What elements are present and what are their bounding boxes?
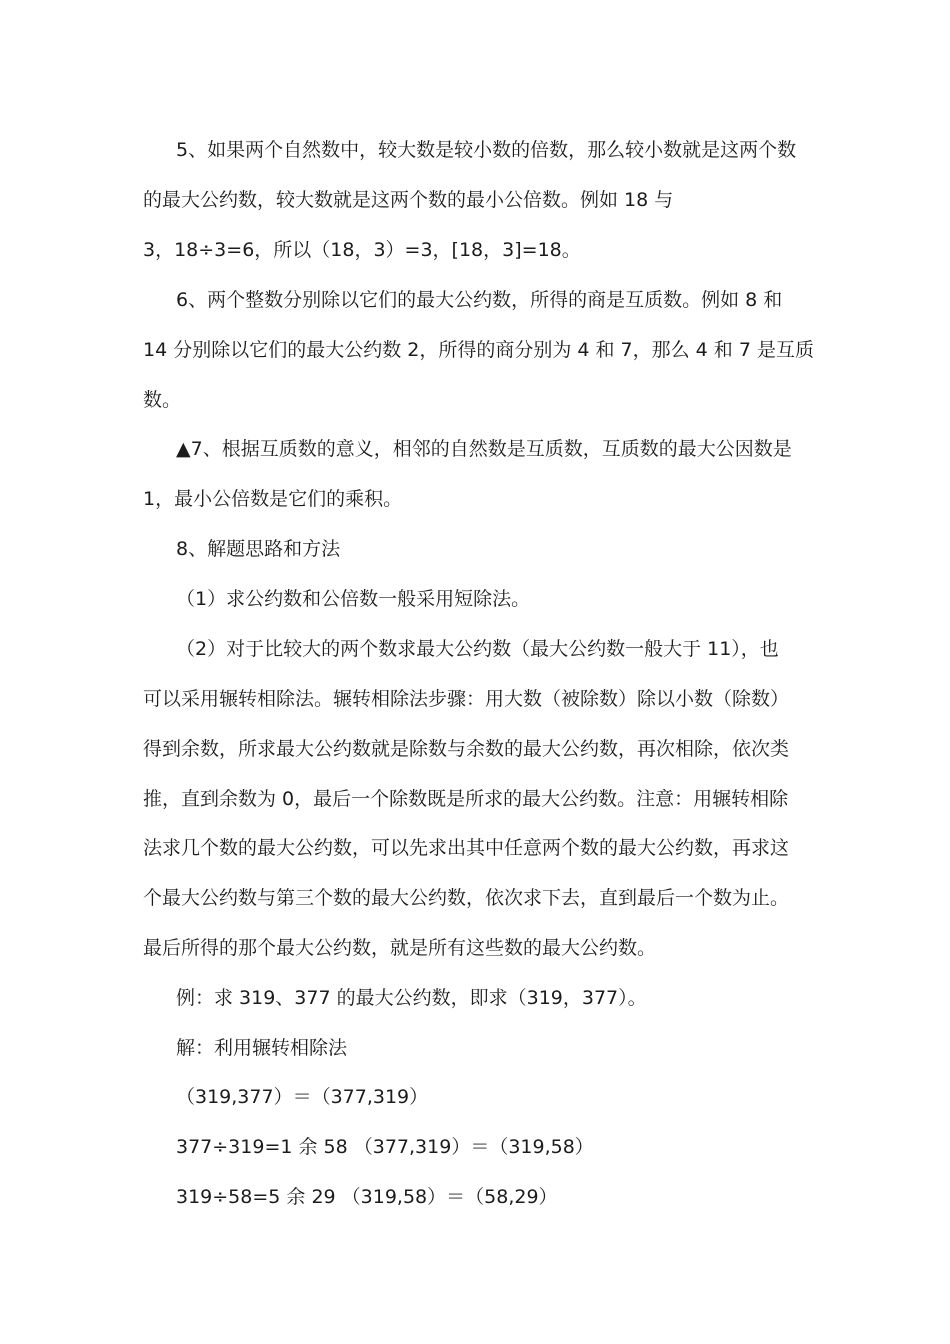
text-line: 得到余数，所求最大公约数就是除数与余数的最大公约数，再次相除，依次类 <box>143 738 790 760</box>
text-line: （2）对于比较大的两个数求最大公约数（最大公约数一般大于 11），也 <box>176 638 779 660</box>
text-line: 1，最小公倍数是它们的乘积。 <box>143 488 403 510</box>
text-line: 个最大公约数与第三个数的最大公约数，依次求下去，直到最后一个数为止。 <box>143 887 790 909</box>
text-line: 8、解题思路和方法 <box>176 538 341 560</box>
text-line: 14 分别除以它们的最大公约数 2，所得的商分别为 4 和 7，那么 4 和 7 是互质 <box>143 339 814 361</box>
text-line: 319÷58=5 余 29 （319,58）＝（58,29） <box>176 1186 558 1208</box>
text-line: 最后所得的那个最大公约数，就是所有这些数的最大公约数。 <box>143 937 657 959</box>
text-line: 5、如果两个自然数中，较大数是较小数的倍数，那么较小数就是这两个数 <box>176 139 797 161</box>
text-line: 可以采用辗转相除法。辗转相除法步骤：用大数（被除数）除以小数（除数） <box>143 688 790 710</box>
text-line: 377÷319=1 余 58 （377,319）＝（319,58） <box>176 1136 594 1158</box>
text-line: 解：利用辗转相除法 <box>176 1037 348 1059</box>
text-line: 6、两个整数分别除以它们的最大公约数，所得的商是互质数。例如 8 和 <box>176 289 783 311</box>
text-line: 的最大公约数，较大数就是这两个数的最小公倍数。例如 18 与 <box>143 189 674 211</box>
text-line: 数。 <box>143 389 182 411</box>
text-line: 例：求 319、377 的最大公约数，即求（319，377）。 <box>176 987 647 1009</box>
text-line: 推，直到余数为 0，最后一个除数既是所求的最大公约数。注意：用辗转相除 <box>143 788 789 810</box>
text-line: ▲7、根据互质数的意义，相邻的自然数是互质数，互质数的最大公因数是 <box>176 438 792 460</box>
text-line: （319,377）＝（377,319） <box>176 1086 429 1108</box>
text-line: 3，18÷3=6，所以（18，3）=3，[18，3]=18。 <box>143 239 581 261</box>
text-line: 法求几个数的最大公约数，可以先求出其中任意两个数的最大公约数，再求这 <box>143 837 790 859</box>
text-line: （1）求公约数和公倍数一般采用短除法。 <box>176 588 531 610</box>
